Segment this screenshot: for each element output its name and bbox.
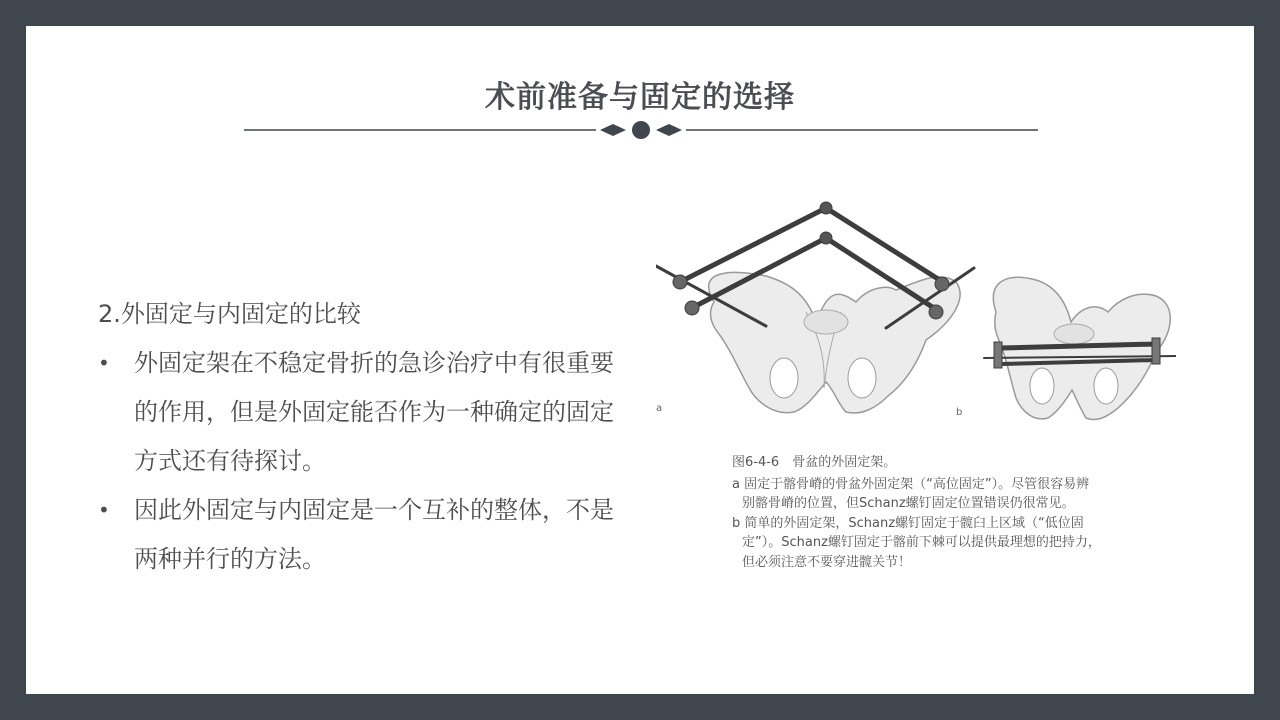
caption-title: 图6-4-6 骨盆的外固定架。 [732,455,897,470]
figure-caption [732,453,1102,572]
pelvis-a-drawing [709,272,960,413]
bullet-item-2 [98,486,628,584]
diamond-circle-diamond-ornament-icon [600,121,682,139]
figure-label-a: a [656,403,663,414]
caption-part-b: b 简单的外固定架，Schanz螺钉固定于髋臼上区域（“低位固定”）。Schanz螺钉固定于髂前下棘可以提供最理想的把持力，但必须注意不要穿进髋关节！ [732,515,1101,570]
slide-canvas [26,26,1254,694]
slide-title: 术前准备与固定的选择 [485,80,795,115]
body-content [98,290,628,584]
bullet-text: 外固定架在不稳定骨折的急诊治疗中有很重要的作用，但是外固定能否作为一种确定的固定方式还有待探讨。 [134,349,614,475]
figure-label-b: b [956,407,963,418]
section-heading: 2.外固定与内固定的比较 [98,300,361,328]
bullet-text: 因此外固定与内固定是一个互补的整体，不是两种并行的方法。 [134,496,614,573]
bullet-dot-icon: • [98,351,110,375]
pelvis-fixator-illustration [656,172,1176,422]
bullet-dot-icon: • [98,498,110,522]
caption-part-a: a 固定于髂骨嵴的骨盆外固定架（“高位固定”）。尽管很容易辨别髂骨嵴的位置，但Schanz螺钉固定位置错误仍很常见。 [732,476,1090,511]
title-divider [244,118,1038,142]
bullet-item-1 [98,339,628,486]
